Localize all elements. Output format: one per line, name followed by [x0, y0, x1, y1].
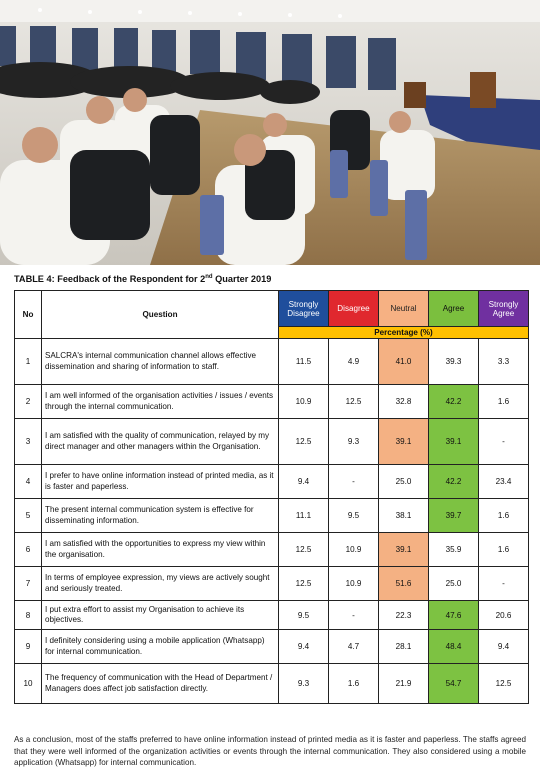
value-strongly-agree: 12.5: [479, 664, 529, 704]
header-strongly-agree: Strongly Agree: [479, 291, 529, 327]
table-row: [15, 601, 529, 630]
value-neutral: 21.9: [379, 664, 429, 704]
table-row: [15, 499, 529, 533]
header-percentage: Percentage (%): [279, 327, 529, 339]
conclusion-paragraph: As a conclusion, most of the staffs preferred to have online information instead of printed media as it is faster and paperless. The staffs agreed that they were well informed of the organization activities or events through the internal communication. They also considered using a mobile application (Whatsapp) for internal communication.: [14, 735, 526, 768]
audience-photo-illustration: [0, 0, 540, 265]
value-agree: 35.9: [429, 533, 479, 567]
row-number: 4: [15, 465, 42, 499]
value-strongly-disagree: 12.5: [279, 419, 329, 465]
row-number: 10: [15, 664, 42, 704]
header-agree: Agree: [429, 291, 479, 327]
value-strongly-agree: 9.4: [479, 630, 529, 664]
value-disagree: 12.5: [329, 385, 379, 419]
value-neutral: 39.1: [379, 533, 429, 567]
value-disagree: 10.9: [329, 567, 379, 601]
value-neutral: 39.1: [379, 419, 429, 465]
row-number: 9: [15, 630, 42, 664]
header-strongly-disagree: Strongly Disagree: [279, 291, 329, 327]
value-disagree: 4.9: [329, 339, 379, 385]
value-agree: 42.2: [429, 465, 479, 499]
header-neutral: Neutral: [379, 291, 429, 327]
value-agree: 39.7: [429, 499, 479, 533]
header-no: No: [15, 291, 42, 339]
value-disagree: 9.5: [329, 499, 379, 533]
value-strongly-agree: 23.4: [479, 465, 529, 499]
header-disagree: Disagree: [329, 291, 379, 327]
value-agree: 42.2: [429, 385, 479, 419]
value-strongly-agree: 1.6: [479, 533, 529, 567]
value-agree: 48.4: [429, 630, 479, 664]
row-number: 6: [15, 533, 42, 567]
row-question: I am satisfied with the quality of communication, relayed by my direct manager and other managers within the Organisation.: [42, 419, 279, 465]
row-question: I am well informed of the organisation activities / issues / events through the internal communication.: [42, 385, 279, 419]
value-strongly-disagree: 9.4: [279, 630, 329, 664]
feedback-table: [14, 290, 529, 704]
value-neutral: 38.1: [379, 499, 429, 533]
value-strongly-disagree: 10.9: [279, 385, 329, 419]
table-row: [15, 339, 529, 385]
value-disagree: -: [329, 601, 379, 630]
table-row: [15, 567, 529, 601]
value-strongly-disagree: 12.5: [279, 567, 329, 601]
value-strongly-agree: -: [479, 567, 529, 601]
value-agree: 39.1: [429, 419, 479, 465]
value-disagree: -: [329, 465, 379, 499]
value-neutral: 25.0: [379, 465, 429, 499]
value-disagree: 1.6: [329, 664, 379, 704]
table-row: [15, 465, 529, 499]
value-strongly-disagree: 9.3: [279, 664, 329, 704]
value-disagree: 9.3: [329, 419, 379, 465]
table-row: [15, 630, 529, 664]
value-strongly-agree: 1.6: [479, 499, 529, 533]
value-agree: 54.7: [429, 664, 479, 704]
table-row: [15, 533, 529, 567]
header-question: Question: [42, 291, 279, 339]
value-agree: 39.3: [429, 339, 479, 385]
table-row: [15, 664, 529, 704]
value-neutral: 22.3: [379, 601, 429, 630]
value-strongly-disagree: 9.5: [279, 601, 329, 630]
value-strongly-disagree: 9.4: [279, 465, 329, 499]
value-strongly-disagree: 11.5: [279, 339, 329, 385]
value-neutral: 28.1: [379, 630, 429, 664]
table-row: [15, 419, 529, 465]
row-number: 1: [15, 339, 42, 385]
value-neutral: 32.8: [379, 385, 429, 419]
row-number: 2: [15, 385, 42, 419]
row-question: I put extra effort to assist my Organisation to achieve its objectives.: [42, 601, 279, 630]
value-disagree: 10.9: [329, 533, 379, 567]
value-disagree: 4.7: [329, 630, 379, 664]
value-strongly-disagree: 12.5: [279, 533, 329, 567]
value-strongly-disagree: 11.1: [279, 499, 329, 533]
value-agree: 25.0: [429, 567, 479, 601]
row-number: 5: [15, 499, 42, 533]
row-question: In terms of employee expression, my views are actively sought and seriously treated.: [42, 567, 279, 601]
row-question: I prefer to have online information instead of printed media, as it is faster and paperless.: [42, 465, 279, 499]
row-number: 8: [15, 601, 42, 630]
value-agree: 47.6: [429, 601, 479, 630]
row-question: SALCRA's internal communication channel allows effective dissemination and sharing of information to staff.: [42, 339, 279, 385]
value-strongly-agree: 3.3: [479, 339, 529, 385]
row-question: The frequency of communication with the Head of Department / Managers does affect job satisfaction directly.: [42, 664, 279, 704]
value-strongly-agree: 1.6: [479, 385, 529, 419]
row-question: The present internal communication system is effective for disseminating information.: [42, 499, 279, 533]
row-number: 7: [15, 567, 42, 601]
table-title: TABLE 4: Feedback of the Respondent for 2nd Quarter 2019: [14, 274, 272, 285]
row-question: I definitely considering using a mobile application (Whatsapp) for internal communication.: [42, 630, 279, 664]
row-number: 3: [15, 419, 42, 465]
value-neutral: 41.0: [379, 339, 429, 385]
event-photo: [0, 0, 540, 265]
row-question: I am satisfied with the opportunities to express my view within the organisation.: [42, 533, 279, 567]
table-row: [15, 385, 529, 419]
value-neutral: 51.6: [379, 567, 429, 601]
value-strongly-agree: 20.6: [479, 601, 529, 630]
value-strongly-agree: -: [479, 419, 529, 465]
